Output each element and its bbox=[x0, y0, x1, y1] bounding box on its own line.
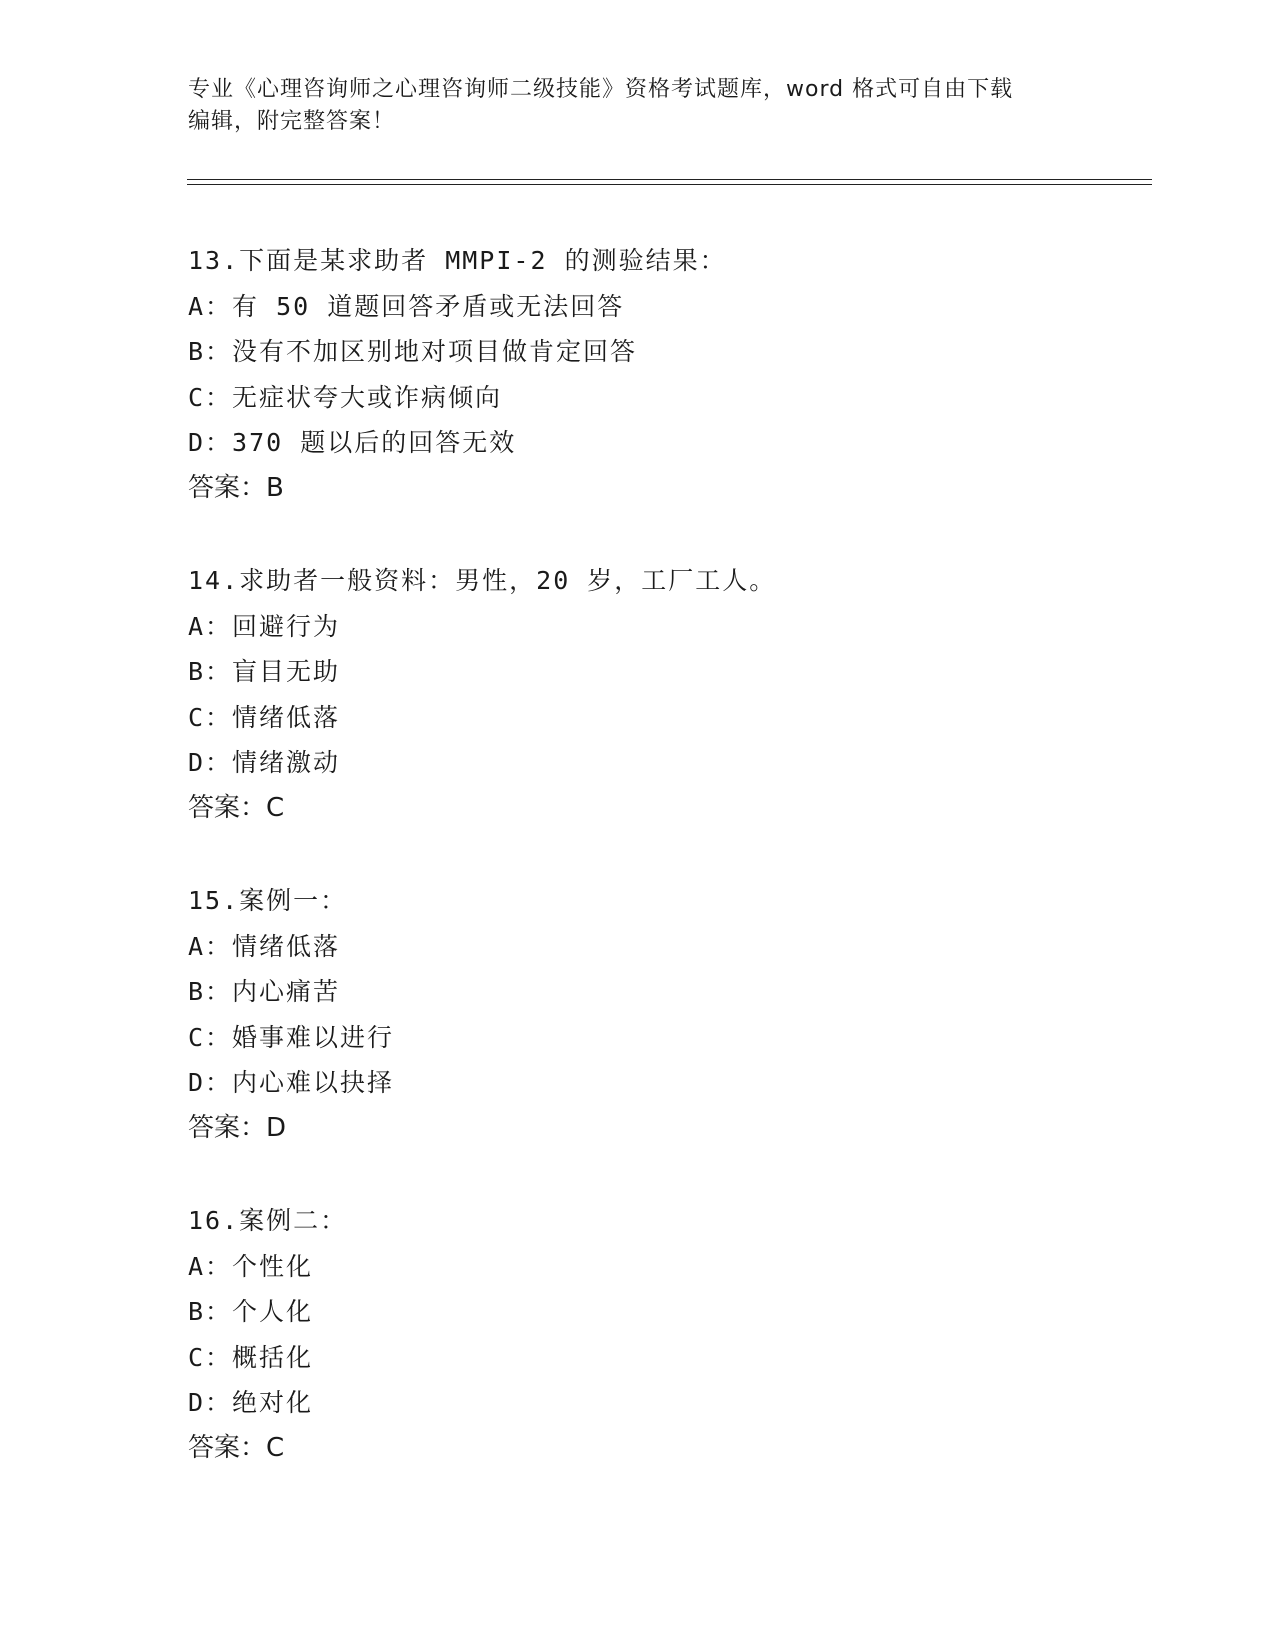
answer: 答案：C bbox=[188, 792, 285, 823]
answer: 答案：C bbox=[188, 1432, 285, 1463]
option-c: C：情绪低落 bbox=[188, 702, 341, 732]
option-c: C：概括化 bbox=[188, 1342, 314, 1372]
document-header bbox=[188, 74, 1088, 138]
option-c: C：婚事难以进行 bbox=[188, 1022, 395, 1052]
option-b: B：盲目无助 bbox=[188, 657, 341, 686]
option-a: A：有 50 道题回答矛盾或无法回答 bbox=[188, 291, 625, 321]
question-15 bbox=[188, 878, 1148, 1151]
option-b: B：个人化 bbox=[188, 1297, 314, 1326]
question-list bbox=[188, 238, 1148, 1518]
option-b: B：内心痛苦 bbox=[188, 977, 341, 1006]
header-divider-bottom bbox=[187, 184, 1152, 185]
answer: 答案：B bbox=[188, 472, 284, 503]
option-d: D：情绪激动 bbox=[188, 748, 341, 777]
option-c: C：无症状夸大或诈病倾向 bbox=[188, 382, 503, 412]
option-a: A：回避行为 bbox=[188, 611, 341, 641]
question-13 bbox=[188, 238, 1148, 511]
header-divider-top bbox=[187, 179, 1152, 180]
option-d: D：370 题以后的回答无效 bbox=[188, 428, 517, 457]
header-line-2: 编辑，附完整答案！ bbox=[188, 109, 396, 134]
question-stem: 16.案例二： bbox=[188, 1206, 348, 1235]
option-b: B：没有不加区别地对项目做肯定回答 bbox=[188, 337, 638, 366]
option-a: A：个性化 bbox=[188, 1251, 314, 1281]
option-a: A：情绪低落 bbox=[188, 931, 341, 961]
question-14 bbox=[188, 558, 1148, 831]
header-line-1: 专业《心理咨询师之心理咨询师二级技能》资格考试题库，word 格式可自由下载 bbox=[188, 77, 1014, 102]
question-stem: 15.案例一： bbox=[188, 886, 348, 915]
option-d: D：绝对化 bbox=[188, 1388, 314, 1417]
answer: 答案：D bbox=[188, 1112, 287, 1143]
option-d: D：内心难以抉择 bbox=[188, 1068, 395, 1097]
question-stem: 14.求助者一般资料：男性，20 岁，工厂工人。 bbox=[188, 566, 777, 595]
question-stem: 13.下面是某求助者 MMPI-2 的测验结果： bbox=[188, 246, 727, 275]
question-16 bbox=[188, 1198, 1148, 1471]
